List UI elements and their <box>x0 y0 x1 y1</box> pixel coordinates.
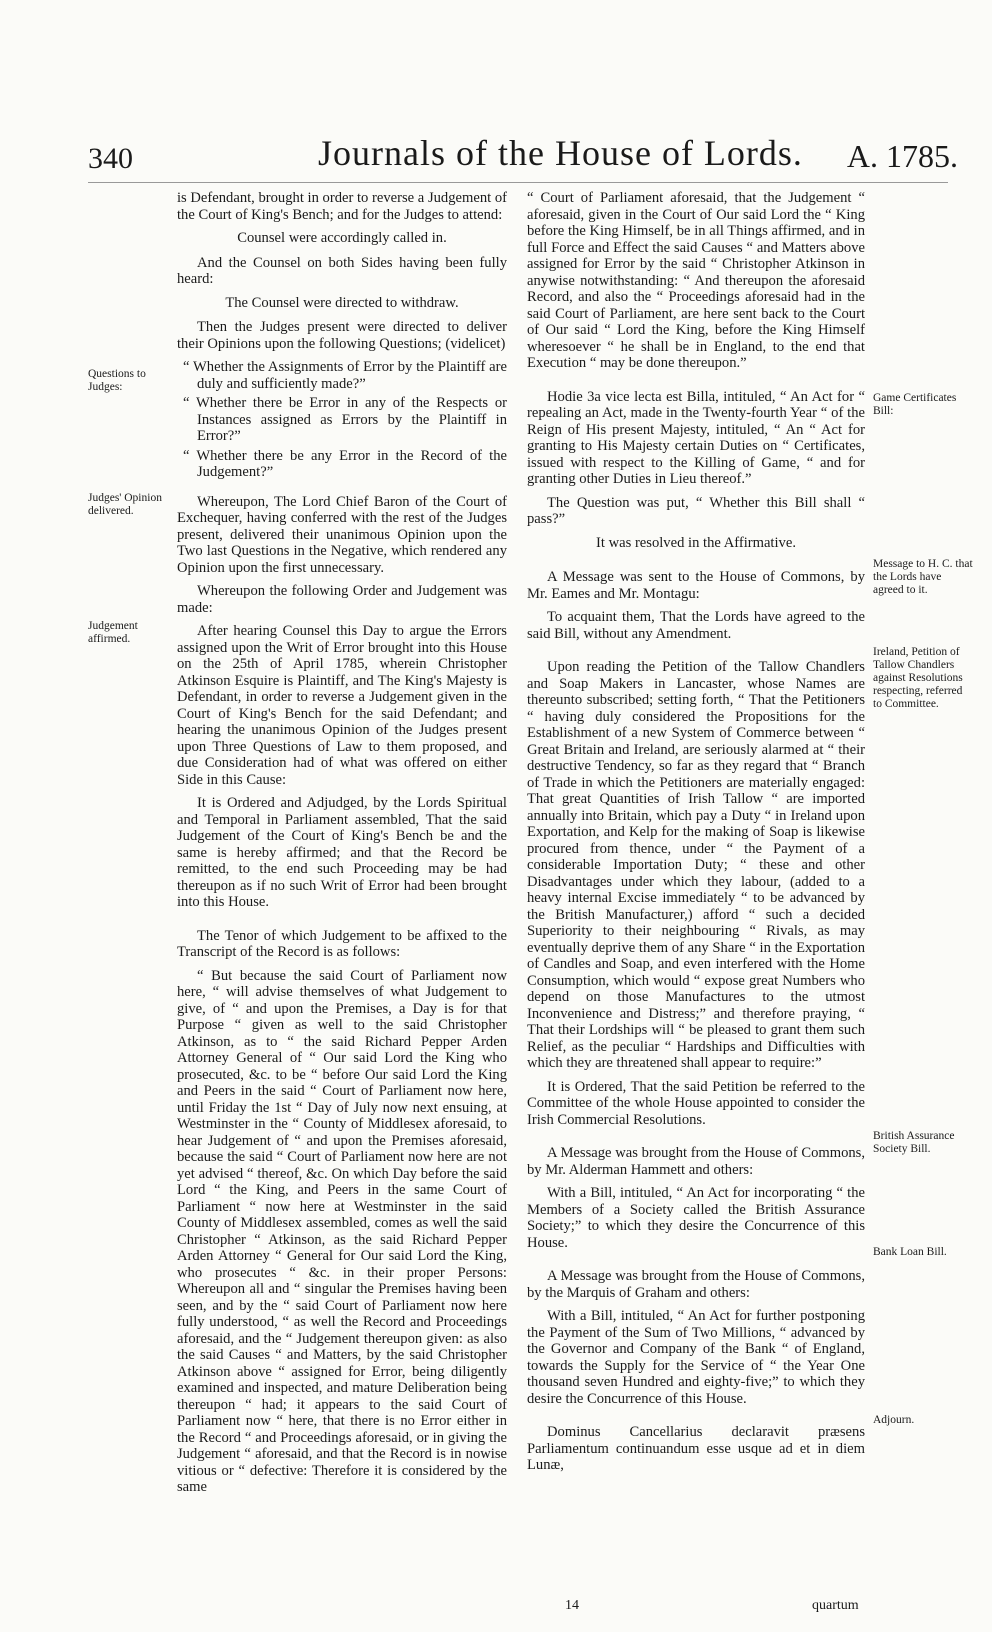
paragraph: With a Bill, intituled, “ An Act for incorporating “ the Members of a Society called the British Assurance Society;” to which they desire the Concurrence of this House. <box>527 1185 865 1251</box>
left-column <box>177 190 507 1503</box>
margin-note-assurance: British Assurance Society Bill. <box>873 1130 955 1155</box>
paragraph: A Message was sent to the House of Commons, by Mr. Eames and Mr. Montagu: <box>527 569 865 602</box>
margin-note-ireland: Ireland, Petition of Tallow Chandlers against Resolutions respecting, referred to Committee. <box>873 646 963 710</box>
margin-note-game: Game Certificates Bill: <box>873 392 957 417</box>
paragraph: Whereupon the following Order and Judgement was made: <box>177 583 507 616</box>
paragraph: is Defendant, brought in order to reverse a Judgement of the Court of King's Bench; and for the Judges to attend: <box>177 190 507 223</box>
year-label: A. 1785. <box>846 138 958 174</box>
journal-title: Journals of the House of Lords. <box>318 133 803 173</box>
paragraph: “ Court of Parliament aforesaid, that the Judgement “ aforesaid, given in the Court of Our said Lord the “ King before the King Himself, be in all Things affirmed, and in full Force and Effect the said Causes “ and Matters above assigned for Error by the said “ Christopher Atkinson in anywise notwithstanding: “ And thereupon the aforesaid Record, and also the “ Proceedings aforesaid had in the said Court of Parliament, are here sent back to the Court of Our said “ Lord the King, before the King Himself wheresoever “ he shall be in England, to the end that Execution “ may be done thereupon.” <box>527 190 865 371</box>
margin-note-affirmed: Judgement affirmed. <box>88 620 138 645</box>
paragraph: A Message was brought from the House of Commons, by the Marquis of Graham and others: <box>527 1268 865 1301</box>
header-rule <box>88 182 948 183</box>
paragraph: It is Ordered and Adjudged, by the Lords Spiritual and Temporal in Parliament assembled, That the said Judgement of the Court of King's Bench be and the same is hereby affirmed; and that the Record be remitted, to the end such Proceeding may be had thereupon as if no such Writ of Error had been brought into this House. <box>177 795 507 910</box>
paragraph: To acquaint them, That the Lords have agreed to the said Bill, without any Amendment. <box>527 609 865 642</box>
paragraph: Upon reading the Petition of the Tallow Chandlers and Soap Makers in Lancaster, whose Names are thereunto subscribed; setting forth, “ That the Petitioners “ having duly considered the Propositions for the Establishment of a new System of Commerce between “ Great Britain and Ireland, are seriously alarmed at “ their destructive Tendency, so far as they regard that “ Branch of Trade in which the Petitioners are materially engaged: That great Quantities of Irish Tallow “ are imported annually into Britain, which pay a Duty “ in Ireland upon Exportation, and Kelp for the making of Soap is likewise procured from thence, under “ the Payment of a considerable Importation Duty; “ these and other Disadvantages under which they labour, (added to a heavy internal Excise immediately “ to be advanced by the British Manufacturer,) afford “ such a decided Superiority to their neighbouring “ Rivals, as may eventually deprive them of any Share “ in the Exportation of Candles and Soap, and even interfered with the Home Consumption, which would “ expose great Numbers who depend on those Manufactures to the utmost Inconvenience and Distress;” and therefore praying, “ That their Lordships will “ be pleased to grant them such Relief, as the peculiar “ Hardships and Difficulties with which they are threatened shall appear to require:” <box>527 659 865 1071</box>
margin-note-opinion: Judges' Opinion delivered. <box>88 492 162 517</box>
margin-note-message: Message to H. C. that the Lords have agreed to it. <box>873 558 973 596</box>
question: “ Whether there be Error in any of the Respects or Instances assigned as Errors by the Plaintiff in Error?” <box>183 395 507 444</box>
question: “ Whether there be any Error in the Record of the Judgement?” <box>183 447 507 480</box>
paragraph: Whereupon, The Lord Chief Baron of the Court of Exchequer, having conferred with the rest of the Judges present, delivered their unanimous Opinion upon the Two last Questions in the Negative, which rendered any Opinion upon the first unnecessary. <box>177 493 507 576</box>
paragraph: The Tenor of which Judgement to be affixed to the Transcript of the Record is as follows: <box>177 927 507 960</box>
signature-mark: 14 <box>565 1598 579 1613</box>
margin-note-bank: Bank Loan Bill. <box>873 1246 947 1258</box>
paragraph: After hearing Counsel this Day to argue the Errors assigned upon the Writ of Error brought into this House on the 25th of April 1785, wherein Christopher Atkinson Esquire is Plaintiff, and The King's Majesty is Defendant, in order to reverse a Judgement given in the Court of King's Bench for the said Defendant; and hearing the unanimous Opinion of the Judges present upon Three Questions of Law to them proposed, and due Consideration had of what was offered on either Side in this Cause: <box>177 623 507 788</box>
paragraph: It was resolved in the Affirmative. <box>596 534 796 551</box>
paragraph: Hodie 3a vice lecta est Billa, intituled, “ An Act for “ repealing an Act, made in the Twenty-fourth Year “ of the Reign of His present Majesty, intituled, “ An “ Act for granting to His Majesty certain Duties on “ Certificates, issued with respect to the Killing of Game, “ and for granting other Duties in Lieu thereof.” <box>527 388 865 487</box>
margin-note-questions: Questions to Judges: <box>88 368 146 393</box>
paragraph: The Counsel were directed to withdraw. <box>225 294 459 311</box>
catchword: quartum <box>812 1598 859 1613</box>
paragraph: The Question was put, “ Whether this Bill shall “ pass?” <box>527 494 865 527</box>
paragraph: Then the Judges present were directed to deliver their Opinions upon the following Questions; (videlicet) <box>177 319 507 352</box>
paragraph: “ But because the said Court of Parliament now here, “ will advise themselves of what Judgement to give, of “ and upon the Premises, a Day is for that Purpose “ given as well to the said Christopher Atkinson, as to “ the said Richard Pepper Arden Attorney General of “ Our said Lord the King who prosecuted, &c. to be “ before Our said Lord the King and Peers in the said “ Court of Parliament now here, until Friday the 1st “ Day of July now next ensuing, at Westminster in the “ County of Middlesex aforesaid, to hear Judgement of “ and upon the Premises aforesaid, because the said “ Court of Parliament now here are not yet advised “ thereof, &c. On which Day before the said Lord “ the King, and Peers in the same Court of Parliament “ now here at Westminster in the said County of Middlesex assembled, comes as well the said Christopher “ Atkinson, as the said Richard Pepper Arden Attorney “ General for Our said Lord the King, who prosecutes “ &c. in their proper Persons: Whereupon all and “ singular the Premises having been seen, and by the “ said Court of Parliament now here fully understood, “ as well the Record and Proceedings aforesaid, and the “ Judgement thereupon given: as also the said Causes “ and Matters, by the said Christopher Atkinson above “ assigned for Error, being diligently examined and inspected, and mature Deliberation being thereupon “ had; it appears to the said Court of Parliament now “ here, that there is no Error either in the Record “ and Proceedings aforesaid, or in giving the Judgement “ aforesaid, and that the Record is in nowise vitious or “ defective: Therefore it is considered by the same <box>177 967 507 1495</box>
paragraph: Counsel were accordingly called in. <box>237 230 447 246</box>
question: “ Whether the Assignments of Error by the Plaintiff are duly and sufficiently made?” <box>183 359 507 392</box>
paragraph: A Message was brought from the House of Commons, by Mr. Alderman Hammett and others: <box>527 1145 865 1178</box>
page-header <box>88 128 958 184</box>
paragraph: With a Bill, intituled, “ An Act for further postponing the Payment of the Sum of Two Millions, “ advanced by the Governor and Company of the Bank “ of England, towards the Supply for the Service of “ the Year One thousand seven Hundred and eighty-five;” to which they desire the Concurrence of this House. <box>527 1308 865 1407</box>
page-number: 340 <box>88 142 133 175</box>
margin-note-adjourn: Adjourn. <box>873 1414 915 1426</box>
paragraph: It is Ordered, That the said Petition be referred to the Committee of the whole House appointed to consider the Irish Commercial Resolutions. <box>527 1078 865 1128</box>
right-column <box>527 190 865 1481</box>
paragraph: Dominus Cancellarius declaravit præsens Parliamentum continuandum esse usque ad et in diem Lunæ, <box>527 1424 865 1473</box>
paragraph: And the Counsel on both Sides having been fully heard: <box>177 254 507 287</box>
